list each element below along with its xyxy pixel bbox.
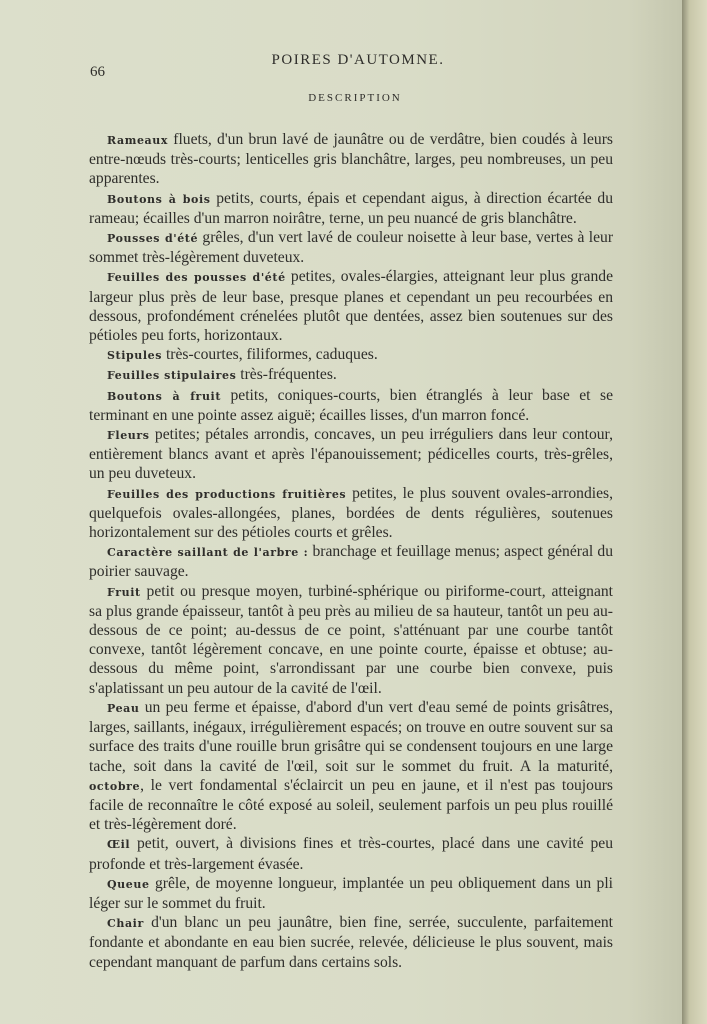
paragraph-chair — [89, 913, 613, 972]
paragraph-boutons-a-fruit — [89, 386, 613, 425]
paragraph-lead: Feuilles des productions fruitières — [107, 487, 347, 501]
paragraph-queue — [89, 874, 613, 913]
paragraph-stipules — [89, 345, 613, 365]
paragraph-feuilles-productions — [89, 484, 613, 543]
paragraph-text: très-fréquentes. — [236, 366, 337, 384]
running-title: POIRES D'AUTOMNE. — [271, 52, 445, 68]
paragraph-lead: Pousses d'été — [107, 232, 199, 246]
paragraph-text-continued: , le vert fondamental s'éclaircit un peu en jaune, et il n'est pas toujours facile de reconnaître le côté exposé au soleil, seulement parfois un peu plus rouillé et très-légèrement doré. — [89, 776, 613, 834]
paragraph-text: petits, courts, épais et cependant aigus, à direction écartée du rameau; écailles d'un marron noirâtre, terne, un peu nuancé de gris blanchâtre. — [89, 189, 613, 227]
description-body — [89, 130, 613, 972]
paragraph-fleurs — [89, 425, 613, 484]
paragraph-lead: Feuilles stipulaires — [107, 369, 237, 383]
paragraph-text: petites, ovales-élargies, atteignant leur plus grande largeur plus près de leur base, presque planes et cependant un peu recourbées en dessous, profondément crénelées plutôt que dentées, assez bien soutenues sur des pétioles peu forts, horizontaux. — [89, 268, 613, 345]
paragraph-feuilles-pousses — [89, 267, 613, 345]
paragraph-feuilles-stipulaires — [89, 365, 613, 385]
paragraph-text: d'un blanc un peu jaunâtre, bien fine, serrée, succulente, parfaitement fondante et abondante en eau bien sucrée, relevée, délicieuse le plus souvent, mais cependant manquant de parfum dans certains sols. — [89, 914, 613, 971]
paragraph-lead: Peau — [107, 701, 140, 715]
paragraph-oeil — [89, 834, 613, 873]
paragraph-lead: Caractère saillant de l'arbre : — [107, 546, 309, 560]
paragraph-text: très-courtes, filiformes, caduques. — [162, 346, 378, 364]
paragraph-lead: Fleurs — [107, 429, 150, 443]
paragraph-lead: Rameaux — [107, 134, 169, 147]
paragraph-lead: Boutons à bois — [107, 192, 211, 206]
section-title: DESCRIPTION — [308, 92, 402, 104]
page-number: 66 — [90, 64, 105, 80]
paragraph-text: petits, coniques-courts, bien étranglés à leur base et se terminant en une pointe assez aiguë; écailles lisses, d'un marron foncé. — [89, 386, 613, 424]
page-edge — [682, 0, 707, 1024]
paragraph-lead: Chair — [107, 917, 144, 931]
paragraph-text: grêle, de moyenne longueur, implantée un peu obliquement dans un pli léger sur le sommet du fruit. — [89, 874, 613, 912]
paragraph-lead: Fruit — [107, 585, 141, 599]
paragraph-text: fluets, d'un brun lavé de jaunâtre ou de verdâtre, bien coudés à leurs entre-nœuds très-courts; lenticelles gris blanchâtre, larges, peu nombreuses, un peu apparentes. — [89, 131, 613, 188]
paragraph-lead: Œil — [107, 838, 131, 852]
maturity-month: octobre — [89, 779, 141, 793]
paragraph-text: petites, le plus souvent ovales-arrondies, quelquefois ovales-allongées, planes, bordées de dents régulières, soutenues horizontalement sur des pétioles courts et grêles. — [89, 484, 613, 542]
paragraph-lead: Boutons à fruit — [107, 389, 221, 403]
paragraph-text: petit ou presque moyen, turbiné-sphérique ou piriforme-court, atteignant sa plus grande épaisseur, tantôt à peu près au milieu de sa hauteur, tantôt un peu au-dessous de ce point; au-dessus de ce point, s'atténuant par une courbe tantôt convexe, tantôt légèrement concave, en une pointe courte, épaisse et obtuse; au-dessous du même point, s'arrondissant par une courbe bien convexe, puis s'aplatissant un peu autour de la cavité de l'œil. — [89, 582, 613, 697]
paragraph-lead: Queue — [107, 877, 150, 891]
paragraph-text: grêles, d'un vert lavé de couleur noisette à leur base, vertes à leur sommet très-légèrement duveteux. — [89, 229, 614, 267]
paragraph-rameaux — [89, 130, 613, 189]
paragraph-fruit — [89, 582, 613, 698]
paragraph-text: un peu ferme et épaisse, d'abord d'un vert d'eau semé de points grisâtres, larges, saillants, inégaux, irrégulièrement espacés; on trouve en outre souvent sur sa surface des traits d'une rouille brun grisâtre qui se condensent toujours en une large tache, soit dans la cavité de l'œil, soit sur le sommet du fruit. A la maturité, — [89, 698, 613, 775]
paragraph-caractere — [89, 542, 613, 581]
paragraph-text: branchage et feuillage menus; aspect général du poirier sauvage. — [89, 543, 614, 581]
paragraph-pousses — [89, 228, 613, 267]
paragraph-lead: Stipules — [107, 349, 163, 363]
paragraph-text: petit, ouvert, à divisions fines et très-courtes, placé dans une cavité peu profonde et très-largement évasée. — [89, 835, 613, 873]
paragraph-lead: Feuilles des pousses d'été — [107, 271, 286, 285]
paragraph-text: petites; pétales arrondis, concaves, un peu irréguliers dans leur contour, entièrement blancs avant et après l'épanouissement; pédicelles courts, très-grêles, un peu duveteux. — [89, 426, 613, 483]
paragraph-boutons-a-bois — [89, 189, 613, 228]
paragraph-peau — [89, 698, 613, 834]
